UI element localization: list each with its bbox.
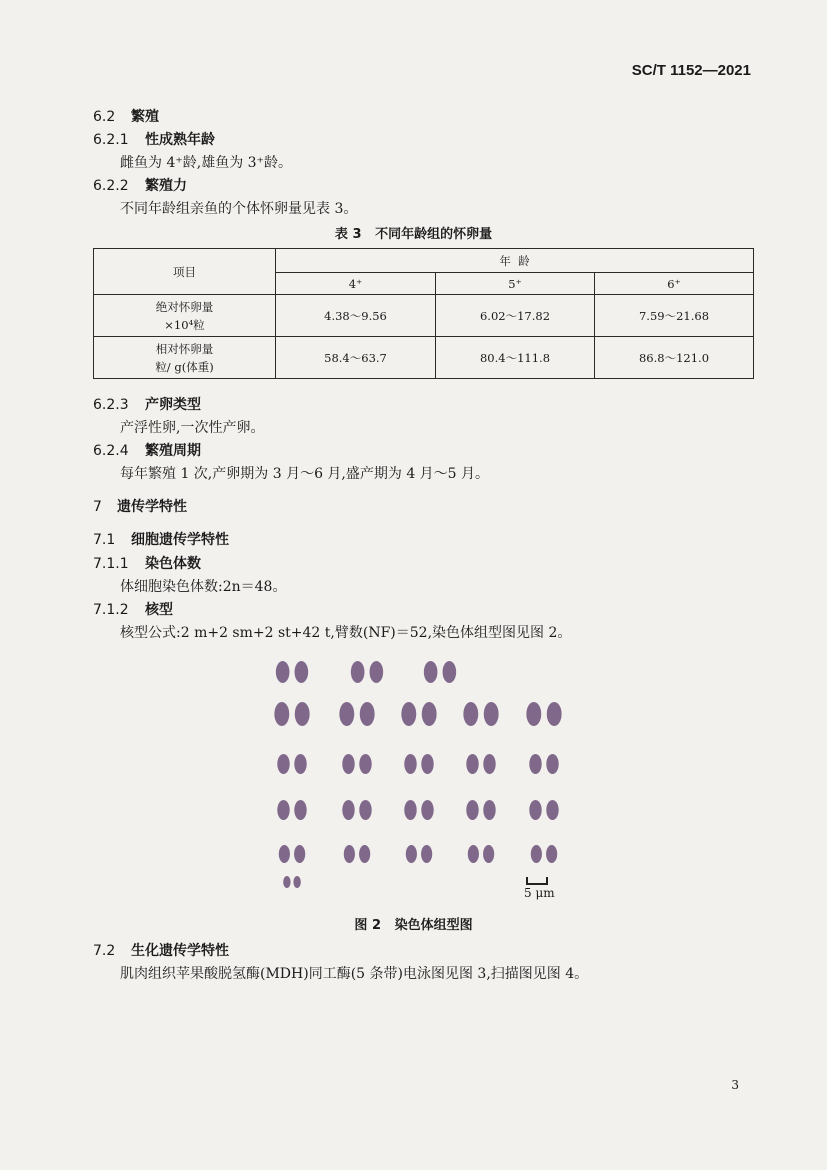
chromosome	[526, 702, 541, 726]
section-6-2-heading	[93, 106, 159, 126]
chromosome	[295, 702, 310, 726]
chromosome	[422, 702, 437, 726]
section-number: 7.1.2	[93, 602, 129, 618]
row-label	[94, 295, 276, 337]
chromosome	[406, 845, 417, 863]
table-cell: 86.8～121.0	[595, 337, 754, 379]
row-label-line2: ×10⁴粒	[164, 317, 205, 332]
chromosome-pair	[274, 702, 309, 726]
chromosome-pair	[529, 800, 558, 820]
chromosome	[546, 845, 557, 863]
table-header-age-5: 5⁺	[436, 273, 595, 295]
section-title: 生化遗传学特性	[131, 943, 229, 959]
table-header-item: 项目	[94, 249, 276, 295]
chromosome	[295, 661, 309, 683]
section-6-2-1-text: 雌鱼为 4⁺龄,雄鱼为 3⁺龄。	[120, 155, 292, 171]
section-6-2-4-heading	[93, 440, 201, 460]
chromosome-pair	[344, 845, 370, 863]
table-header-age: 年 龄	[276, 249, 754, 273]
section-7-1-2-heading	[93, 599, 173, 619]
row-label-line1: 绝对怀卵量	[155, 299, 214, 314]
section-title: 繁殖周期	[145, 443, 201, 459]
table-row	[94, 337, 754, 379]
chromosome	[421, 845, 432, 863]
chromosome	[421, 754, 433, 774]
section-number: 7.1	[93, 532, 116, 548]
chromosome-pair	[279, 845, 305, 863]
chromosome-pair	[277, 754, 306, 774]
table-row	[94, 295, 754, 337]
chromosome-pair	[277, 800, 306, 820]
section-title: 繁殖力	[145, 178, 187, 194]
scale-bar-label: 5 μm	[524, 886, 555, 900]
chromosome	[359, 845, 370, 863]
section-number: 7	[93, 499, 102, 515]
chromosome	[359, 754, 371, 774]
section-6-2-2-heading	[93, 175, 187, 195]
row-label-line1: 相对怀卵量	[155, 341, 214, 356]
scale-bar-line	[526, 877, 548, 885]
chromosome	[483, 845, 494, 863]
chromosome	[466, 800, 478, 820]
chromosome	[294, 845, 305, 863]
table-3	[93, 248, 754, 379]
chromosome-pair	[468, 845, 494, 863]
chromosome	[546, 800, 558, 820]
chromosome	[277, 754, 289, 774]
chromosome-pair	[529, 754, 558, 774]
table-cell: 80.4～111.8	[436, 337, 595, 379]
chromosome	[342, 754, 354, 774]
row-label	[94, 337, 276, 379]
chromosome-pair	[424, 661, 456, 683]
chromosome-pair	[404, 754, 433, 774]
section-7-2-heading	[93, 940, 229, 960]
table-header-age-4: 4⁺	[276, 273, 436, 295]
karyotype-figure	[262, 652, 572, 912]
section-7-1-heading	[93, 529, 229, 549]
table-cell: 6.02～17.82	[436, 295, 595, 337]
chromosome-pair	[526, 702, 561, 726]
chromosome	[483, 754, 495, 774]
chromosome-pair	[466, 754, 495, 774]
chromosome-pair	[342, 754, 371, 774]
chromosome	[294, 754, 306, 774]
chromosome	[401, 702, 416, 726]
chromosome	[466, 754, 478, 774]
figure-2-caption: 图 2 染色体组型图	[354, 918, 473, 933]
chromosome	[468, 845, 479, 863]
section-number: 6.2.2	[93, 178, 129, 194]
chromosome	[546, 754, 558, 774]
chromosome	[483, 800, 495, 820]
section-title: 繁殖	[131, 109, 159, 125]
section-number: 6.2.3	[93, 397, 129, 413]
section-7-1-1-text: 体细胞染色体数:2n＝48。	[120, 579, 287, 595]
chromosome	[547, 702, 562, 726]
chromosome	[424, 661, 438, 683]
chromosome-pair	[276, 661, 308, 683]
chromosome	[370, 661, 384, 683]
section-title: 染色体数	[145, 556, 201, 572]
chromosome	[342, 800, 354, 820]
chromosome	[344, 845, 355, 863]
table-cell: 4.38～9.56	[276, 295, 436, 337]
chromosome-pair	[406, 845, 432, 863]
chromosome	[276, 661, 290, 683]
chromosome-pair	[463, 702, 498, 726]
chromosome	[529, 754, 541, 774]
chromosome	[277, 800, 289, 820]
table-3-caption: 表 3 不同年龄组的怀卵量	[334, 227, 493, 242]
section-7-2-text: 肌肉组织苹果酸脱氢酶(MDH)同工酶(5 条带)电泳图见图 3,扫描图见图 4。	[120, 966, 589, 982]
section-6-2-3-heading	[93, 394, 201, 414]
chromosome	[404, 800, 416, 820]
chromosome-pair	[351, 661, 383, 683]
table-header-age-6: 6⁺	[595, 273, 754, 295]
section-7-1-2-text: 核型公式:2 m+2 sm+2 st+42 t,臂数(NF)＝52,染色体组型图见图 2。	[120, 625, 572, 641]
chromosome	[463, 702, 478, 726]
chromosome	[443, 661, 457, 683]
section-number: 7.1.1	[93, 556, 129, 572]
chromosome	[279, 845, 290, 863]
chromosome-pair	[404, 800, 433, 820]
chromosome	[360, 702, 375, 726]
chromosome	[404, 754, 416, 774]
section-number: 7.2	[93, 943, 116, 959]
chromosome-pair	[339, 702, 374, 726]
section-title: 性成熟年龄	[145, 132, 215, 148]
chromosome-pair	[283, 876, 301, 888]
chromosome-pair	[342, 800, 371, 820]
section-title: 核型	[145, 602, 173, 618]
chromosome	[339, 702, 354, 726]
chromosome	[293, 876, 300, 888]
section-6-2-2-text: 不同年龄组亲鱼的个体怀卵量见表 3。	[120, 201, 358, 217]
section-7-1-1-heading	[93, 553, 201, 573]
section-title: 细胞遗传学特性	[131, 532, 229, 548]
chromosome	[531, 845, 542, 863]
chromosome-pair	[401, 702, 436, 726]
chromosome	[529, 800, 541, 820]
chromosome	[274, 702, 289, 726]
section-title: 产卵类型	[145, 397, 201, 413]
section-number: 6.2	[93, 109, 116, 125]
section-7-heading	[93, 496, 187, 516]
page-number: 3	[731, 1078, 739, 1092]
standard-code: SC/T 1152—2021	[631, 62, 751, 79]
row-label-line2: 粒/ g(体重)	[155, 359, 214, 374]
chromosome	[359, 800, 371, 820]
section-6-2-1-heading	[93, 129, 215, 149]
table-cell: 7.59～21.68	[595, 295, 754, 337]
section-6-2-4-text: 每年繁殖 1 次,产卵期为 3 月～6 月,盛产期为 4 月～5 月。	[120, 466, 490, 482]
chromosome	[283, 876, 290, 888]
section-6-2-3-text: 产浮性卵,一次性产卵。	[120, 420, 265, 436]
section-title: 遗传学特性	[117, 499, 187, 515]
chromosome	[421, 800, 433, 820]
table-cell: 58.4～63.7	[276, 337, 436, 379]
chromosome	[294, 800, 306, 820]
section-number: 6.2.4	[93, 443, 129, 459]
chromosome	[484, 702, 499, 726]
section-number: 6.2.1	[93, 132, 129, 148]
chromosome-pair	[531, 845, 557, 863]
chromosome	[351, 661, 365, 683]
chromosome-pair	[466, 800, 495, 820]
